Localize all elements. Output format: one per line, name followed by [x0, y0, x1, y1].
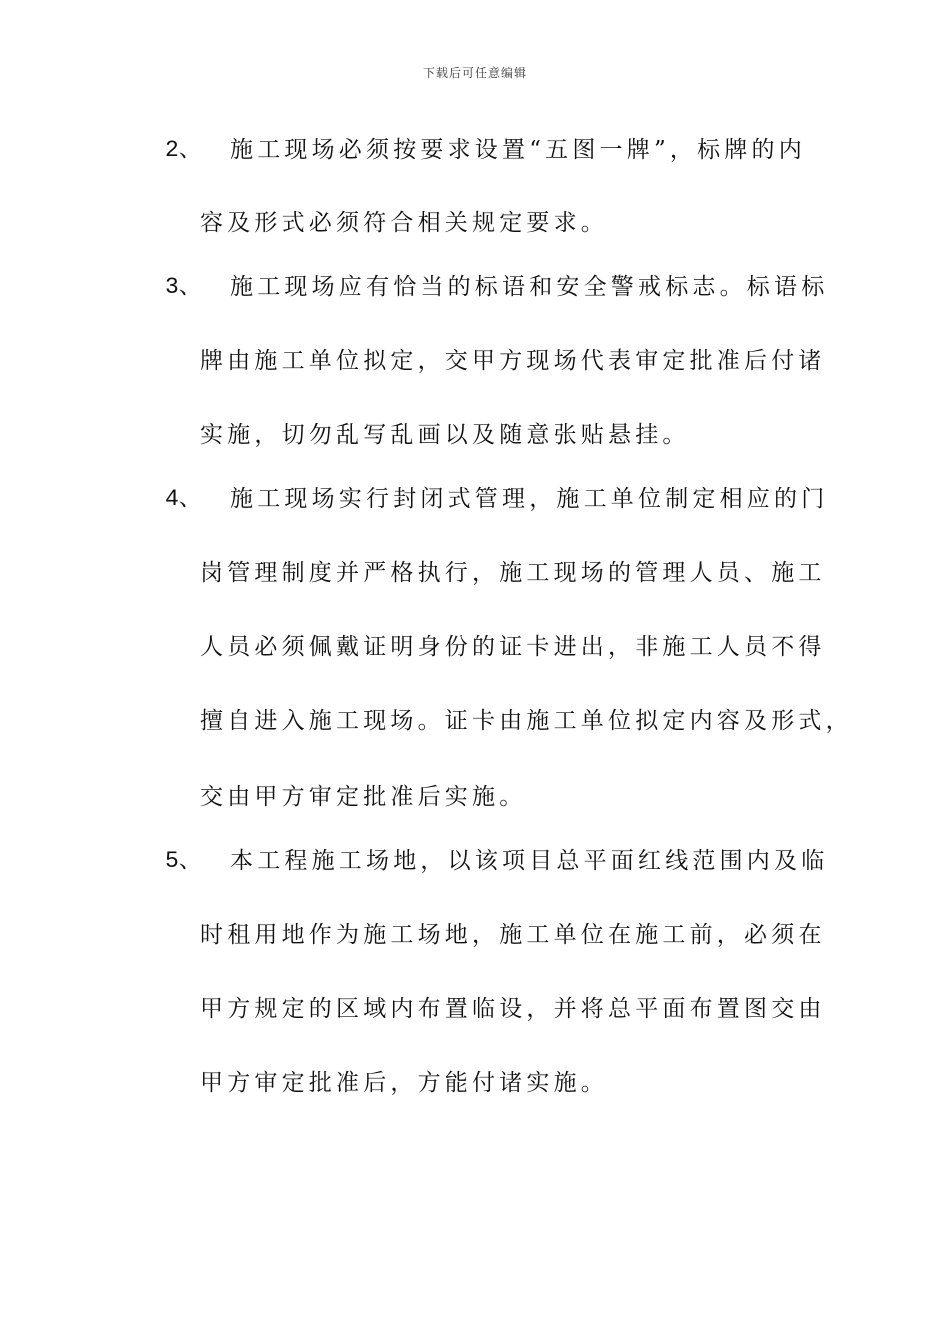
paragraph-line: 时租用地作为施工场地，施工单位在施工前，必须在 — [200, 922, 826, 948]
paragraph-line: 施工现场实行封闭式管理，施工单位制定相应的门 — [230, 486, 829, 512]
paragraph-line: 交由甲方审定批准后实施。 — [200, 784, 527, 810]
item-number: 4、 — [165, 486, 202, 512]
paragraph-line: 岗管理制度并严格执行，施工现场的管理人员、施工 — [200, 560, 826, 586]
paragraph-line: 擅自进入施工现场。证卡由施工单位拟定内容及形式， — [200, 708, 853, 734]
paragraph-line: 容及形式必须符合相关规定要求。 — [200, 210, 608, 236]
paragraph-line: 本工程施工场地，以该项目总平面红线范围内及临 — [230, 848, 829, 874]
paragraph-line: 施工现场必须按要求设置“五图一牌”，标牌的内 — [230, 137, 806, 163]
item-number: 5、 — [165, 848, 202, 874]
paragraph-line: 施工现场应有恰当的标语和安全警戒标志。标语标 — [230, 274, 829, 300]
paragraph-line: 甲方规定的区域内布置临设，并将总平面布置图交由 — [200, 996, 826, 1022]
paragraph-line: 人员必须佩戴证明身份的证卡进出，非施工人员不得 — [200, 634, 826, 660]
paragraph-line: 实施，切勿乱写乱画以及随意张贴悬挂。 — [200, 422, 690, 448]
page-header: 下载后可任意编辑 — [422, 66, 527, 80]
item-number: 3、 — [165, 274, 202, 300]
paragraph-line: 牌由施工单位拟定，交甲方现场代表审定批准后付诸 — [200, 348, 826, 374]
item-number: 2、 — [165, 137, 202, 163]
paragraph-line: 甲方审定批准后，方能付诸实施。 — [200, 1070, 608, 1096]
